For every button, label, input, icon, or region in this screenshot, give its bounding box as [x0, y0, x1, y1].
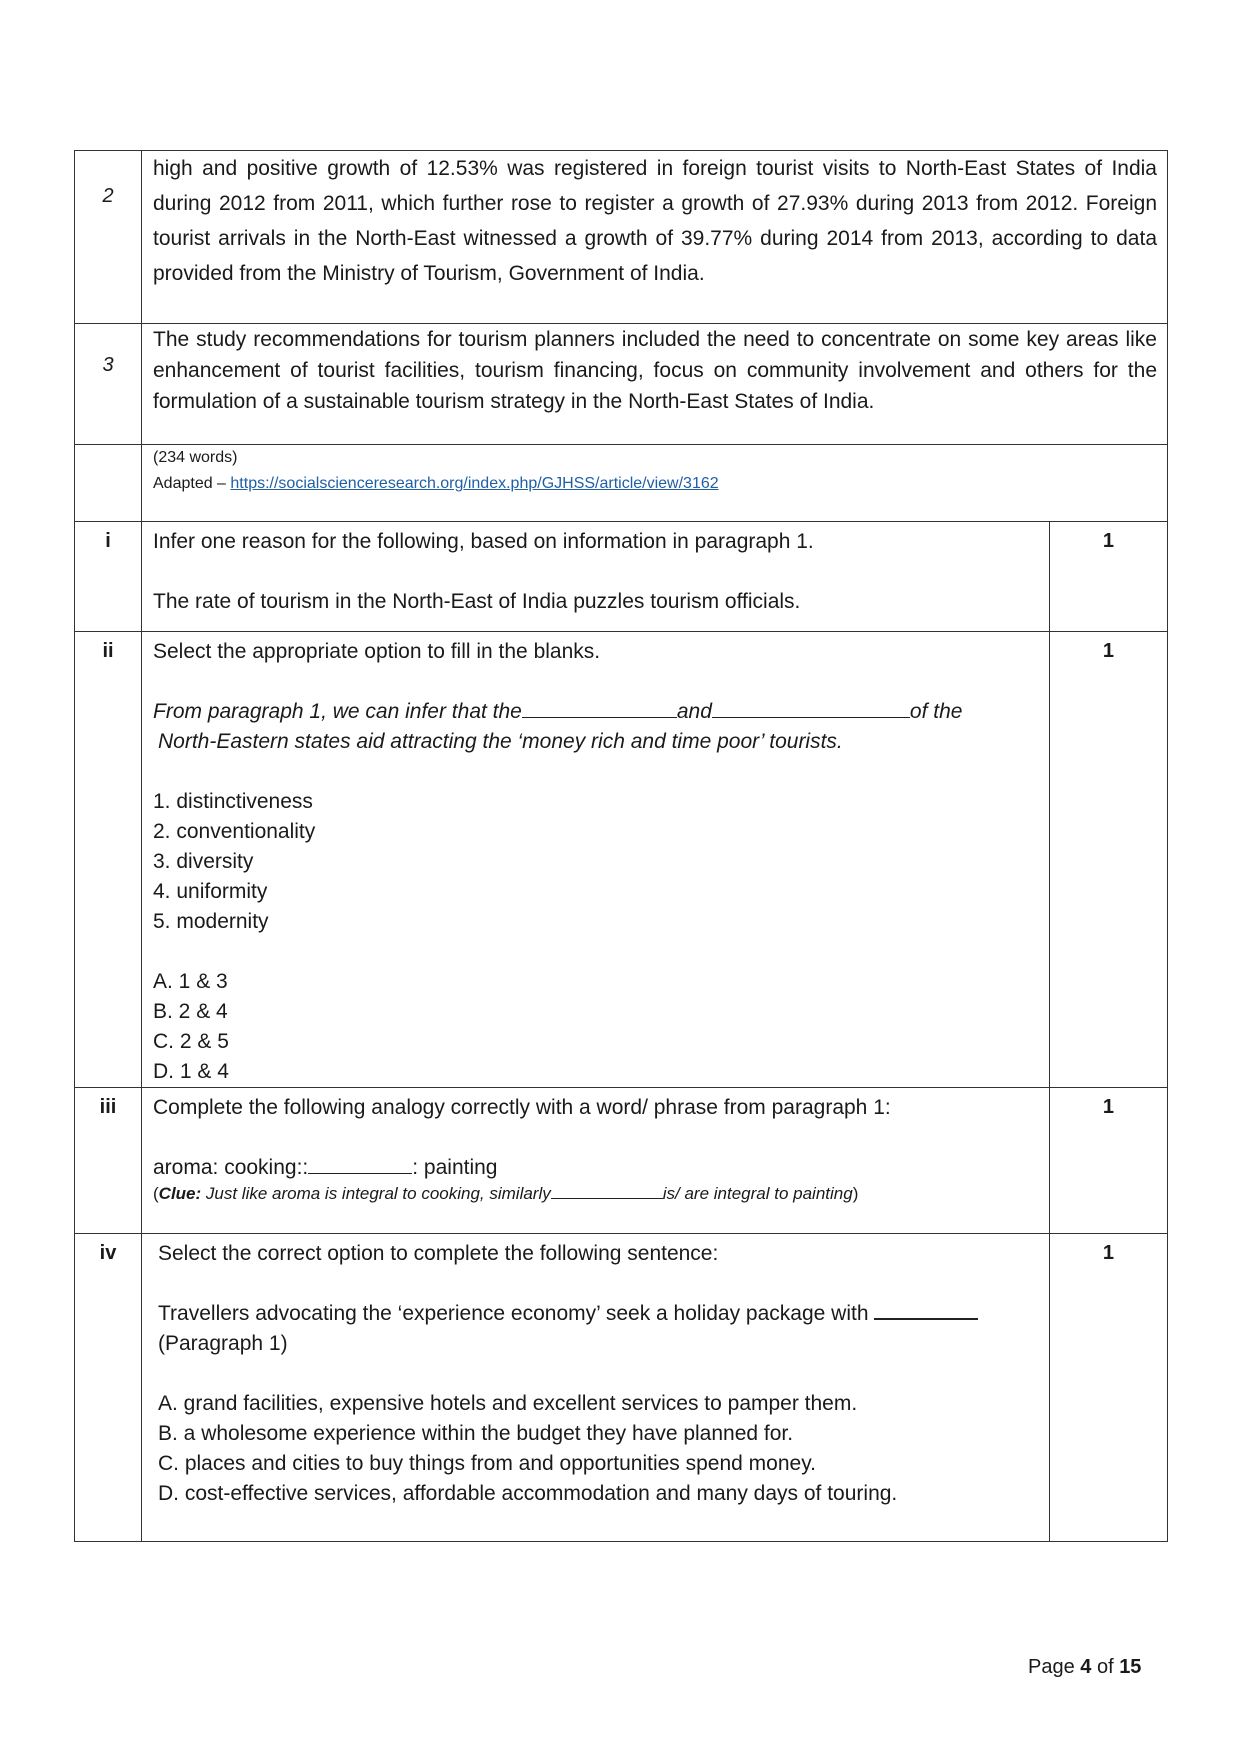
marks-cell: 1: [1049, 522, 1167, 632]
current-page: 4: [1080, 1656, 1092, 1678]
clue-text: Just like aroma is integral to cooking, similarly: [201, 1184, 551, 1203]
analogy-part: aroma: cooking::: [153, 1156, 309, 1179]
question-ii-row: [75, 632, 1168, 1088]
list-item: 4. uniformity: [153, 880, 268, 903]
sentence-part: From paragraph 1, we can infer that the: [153, 700, 522, 723]
question-ii-body: [142, 632, 1050, 1088]
marks-cell: 1: [1049, 632, 1167, 1088]
source-row: [75, 445, 1168, 522]
sentence-part: of the: [909, 700, 963, 723]
answer-option: A. 1 & 3: [153, 970, 228, 993]
list-item: 1. distinctiveness: [153, 790, 313, 813]
answer-option: B. a wholesome experience within the budget they have planned for.: [158, 1422, 794, 1445]
paragraph-ref: (Paragraph 1): [158, 1332, 288, 1355]
question-number: ii: [75, 632, 142, 1088]
total-pages: 15: [1119, 1656, 1142, 1678]
paragraph-number: 2: [75, 151, 142, 324]
analogy-part: : painting: [412, 1156, 498, 1179]
clue-paren: ): [852, 1184, 859, 1203]
question-table-container: [74, 150, 1168, 1542]
sentence-text: Travellers advocating the ‘experience economy’ seek a holiday package with: [158, 1302, 869, 1325]
footer-text: of: [1091, 1656, 1120, 1678]
answer-option: D. 1 & 4: [153, 1060, 229, 1083]
blank-line: [522, 699, 677, 718]
question-iv-body: [142, 1234, 1050, 1542]
footer-text: Page: [1028, 1656, 1081, 1678]
answer-option: C. places and cities to buy things from and opportunities spend money.: [158, 1452, 816, 1475]
passage-paragraph-3-row: [75, 324, 1168, 445]
blank-line: [308, 1155, 412, 1174]
clue-text: is/ are integral to painting: [662, 1184, 853, 1203]
question-prompt: Complete the following analogy correctly with a word/ phrase from paragraph 1:: [153, 1096, 891, 1119]
question-number: i: [75, 522, 142, 632]
question-prompt: Select the correct option to complete the following sentence:: [158, 1242, 719, 1265]
paragraph-3-text: The study recommendations for tourism planners included the need to concentrate on some key areas like enhancement of tourist facilities, tourism financing, focus on community involvement and others for the formulation of a sustainable tourism strategy in the North-East States of India.: [142, 324, 1168, 445]
blank-line: [712, 699, 910, 718]
paragraph-number: 3: [75, 324, 142, 445]
question-number: iii: [75, 1088, 142, 1234]
answer-option: B. 2 & 4: [153, 1000, 228, 1023]
word-count: (234 words): [153, 449, 238, 466]
question-table: [74, 150, 1168, 1542]
question-i-row: [75, 522, 1168, 632]
fill-blank-sentence-cont: North-Eastern states aid attracting the ‘money rich and time poor’ tourists.: [158, 730, 843, 753]
sentence-line: [158, 1299, 1039, 1329]
question-i-body: [142, 522, 1050, 632]
clue-label: Clue:: [158, 1184, 202, 1203]
answer-option: D. cost-effective services, affordable accommodation and many days of touring.: [158, 1482, 898, 1505]
question-iii-body: [142, 1088, 1050, 1234]
question-statement: The rate of tourism in the North-East of India puzzles tourism officials.: [153, 590, 801, 613]
clue-paren: (: [153, 1184, 159, 1203]
question-iii-row: [75, 1088, 1168, 1234]
marks-cell: 1: [1049, 1234, 1167, 1542]
empty-cell: [75, 445, 142, 522]
adapted-prefix: Adapted –: [153, 475, 231, 492]
blank-line: [551, 1184, 663, 1199]
passage-paragraph-2-row: [75, 151, 1168, 324]
source-link[interactable]: https://socialscienceresearch.org/index.php/GJHSS/article/view/3162: [230, 475, 719, 492]
marks-cell: 1: [1049, 1088, 1167, 1234]
list-item: 3. diversity: [153, 850, 254, 873]
page-number-footer: [1028, 1656, 1141, 1679]
list-item: 2. conventionality: [153, 820, 316, 843]
question-iv-row: [75, 1234, 1168, 1542]
fill-blank-sentence: [153, 697, 1039, 727]
clue-line: [153, 1183, 1039, 1205]
sentence-part: and: [676, 700, 712, 723]
analogy-line: [153, 1153, 1039, 1183]
blank-line: [874, 1300, 978, 1320]
list-item: 5. modernity: [153, 910, 269, 933]
source-cell: [142, 445, 1168, 522]
question-prompt: Infer one reason for the following, based on information in paragraph 1.: [153, 530, 814, 553]
paragraph-2-text: high and positive growth of 12.53% was registered in foreign tourist visits to North-East States of India during 2012 from 2011, which further rose to register a growth of 27.93% during 2013 from 2012. Foreign tourist arrivals in the North-East witnessed a growth of 39.77% during 2014 from 2013, according to data provided from the Ministry of Tourism, Government of India.: [142, 151, 1168, 324]
answer-option: A. grand facilities, expensive hotels and excellent services to pamper them.: [158, 1392, 858, 1415]
question-number: iv: [75, 1234, 142, 1542]
adapted-line: [153, 471, 1157, 497]
question-prompt: Select the appropriate option to fill in the blanks.: [153, 640, 601, 663]
answer-option: C. 2 & 5: [153, 1030, 229, 1053]
